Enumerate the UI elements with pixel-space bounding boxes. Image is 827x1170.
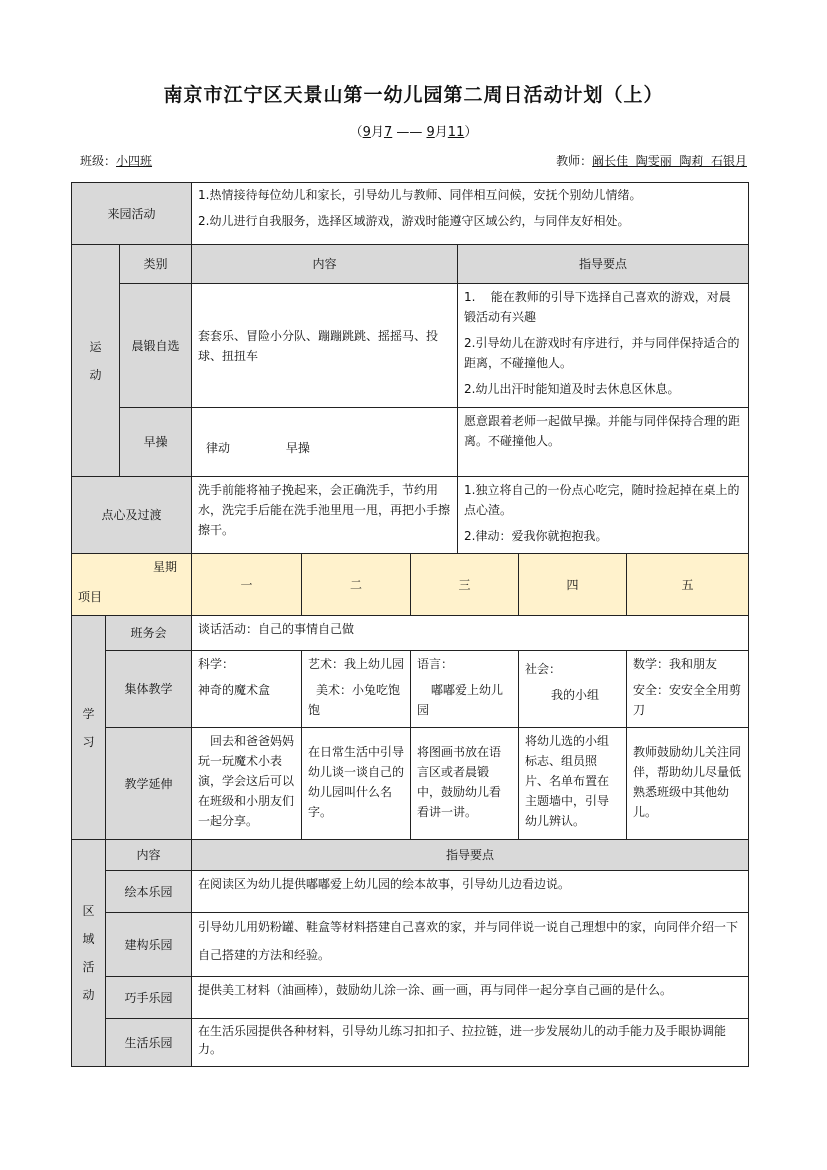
group-teaching-label: 集体教学 (106, 651, 192, 728)
group-teaching-tue-line2: 美术：小兔吃饱饱 (308, 683, 401, 717)
snack-label: 点心及过渡 (72, 477, 192, 554)
morning-guide-2: 2.引导幼儿在游戏时有序进行，并与同伴保持适合的距离，不碰撞他人。 (464, 336, 740, 370)
extension-fri: 教师鼓励幼儿关注同伴，帮助幼儿尽量低熟悉班级中其他幼儿。 (627, 728, 748, 840)
class-affairs-label: 班务会 (106, 616, 192, 651)
class-name: 小四班 (116, 154, 153, 168)
area-row-handcraft-label: 巧手乐园 (106, 977, 192, 1019)
sport-label-char-1: 运 (89, 339, 102, 354)
area-row-building-label: 建构乐园 (106, 913, 192, 977)
group-teaching-mon-line1: 科学： (198, 657, 235, 671)
group-teaching-thu-line1: 社会： (525, 662, 562, 676)
sport-label-char-2: 动 (89, 367, 102, 382)
end-day: 11 (447, 125, 465, 140)
group-teaching-mon (192, 651, 302, 728)
exercise-content (192, 408, 458, 477)
group-teaching-fri-line2: 安全：安安全全用剪刀 (633, 683, 742, 717)
area-label-char-2: 域 (82, 932, 95, 946)
page-title: 南京市江宁区天景山第一幼儿园第二周日活动计划（上） (163, 84, 664, 106)
week-header-corner (72, 554, 192, 616)
exercise-label: 早操 (120, 408, 192, 477)
group-teaching-thu (519, 651, 627, 728)
sport-header-category: 类别 (120, 245, 192, 284)
morning-guides (458, 284, 748, 408)
extension-wed: 将图画书放在语言区或者晨锻中，鼓励幼儿看看讲一讲。 (411, 728, 519, 840)
group-teaching-mon-line2: 神奇的魔术盒 (198, 683, 271, 697)
extension-mon: 回去和爸爸妈妈玩一玩魔术小表演，学会这后可以在班级和小朋友们一起分享。 (192, 728, 302, 840)
weekday-mon: 一 (192, 554, 302, 616)
sport-header-content: 内容 (192, 245, 458, 284)
month-char-2: 月 (434, 125, 448, 140)
sport-label (72, 245, 120, 477)
arrival-item-2: 2.幼儿进行自我服务，选择区域游戏，游戏时能遵守区域公约，与同伴友好相处。 (198, 214, 630, 228)
morning-content: 套套乐、冒险小分队、蹦蹦跳跳、摇摇马、投球、扭扭车 (192, 284, 458, 408)
date-separator: —— (392, 125, 427, 140)
arrival-label: 来园活动 (72, 183, 192, 245)
group-teaching-wed-line1: 语言： (417, 657, 454, 671)
class-label: 班级： (80, 154, 117, 168)
area-label-char-3: 活 (82, 960, 95, 974)
area-label-char-1: 区 (82, 904, 95, 918)
date-close: ） (464, 125, 478, 140)
sport-header-guide: 指导要点 (458, 245, 748, 284)
area-row-life-label: 生活乐园 (106, 1019, 192, 1066)
teacher-names: 阚长佳 陶雯丽 陶莉 石银月 (592, 154, 747, 168)
snack-guide-1: 1.独立将自己的一份点心吃完，随时捡起掉在桌上的点心渣。 (464, 483, 740, 517)
exercise-content-2: 早操 (285, 441, 310, 455)
date-range (0, 121, 827, 140)
group-teaching-tue (302, 651, 411, 728)
group-teaching-tue-line1: 艺术：我上幼儿园 (308, 657, 405, 671)
arrival-content (192, 183, 748, 245)
study-label-char-2: 习 (82, 734, 95, 749)
item-label: 项目 (78, 590, 103, 604)
weekday-thu: 四 (519, 554, 627, 616)
activity-plan-table (71, 182, 749, 1067)
start-day: 7 (383, 125, 393, 140)
weekday-tue: 二 (302, 554, 411, 616)
morning-guide-3: 2.幼儿出汗时能知道及时去休息区休息。 (464, 382, 680, 396)
area-header-guide: 指导要点 (192, 840, 748, 871)
extension-tue: 在日常生活中引导幼儿谈一谈自己的幼儿园叫什么名字。 (302, 728, 411, 840)
snack-guides (458, 477, 748, 554)
area-header-content: 内容 (106, 840, 192, 871)
class-affairs-content: 谈话活动：自己的事情自己做 (192, 616, 748, 651)
teacher-label: 教师： (556, 154, 593, 168)
arrival-item-1: 1.热情接待每位幼儿和家长，引导幼儿与教师、同伴相互问候，安抚个别幼儿情绪。 (198, 188, 642, 202)
area-row-picture-book-guide: 在阅读区为幼儿提供嘟嘟爱上幼儿园的绘本故事，引导幼儿边看边说。 (192, 871, 748, 913)
weekday-label: 星期 (152, 560, 177, 574)
group-teaching-fri (627, 651, 748, 728)
exercise-content-1: 律动 (206, 441, 231, 455)
area-label-char-4: 动 (82, 988, 95, 1002)
area-row-life-guide: 在生活乐园提供各种材料，引导幼儿练习扣扣子、拉拉链，进一步发展幼儿的动手能力及手眼协调能力。 (198, 1024, 727, 1056)
study-label-char-1: 学 (82, 706, 95, 721)
weekday-fri: 五 (627, 554, 748, 616)
area-label (72, 840, 106, 1066)
extension-thu: 将幼儿选的小组标志、组员照片、名单布置在主题墙中，引导幼儿辨认。 (519, 728, 627, 840)
area-row-picture-book-label: 绘本乐园 (106, 871, 192, 913)
area-row-building-guide: 引导幼儿用奶粉罐、鞋盒等材料搭建自己喜欢的家，并与同伴说一说自己理想中的家，向同伴介绍一下自己搭建的方法和经验。 (192, 913, 748, 977)
teacher-info (556, 152, 747, 169)
group-teaching-wed-line2: 嘟嘟爱上幼儿园 (417, 683, 504, 717)
area-row-handcraft-guide: 提供美工材料（油画棒），鼓励幼儿涂一涂、画一画，再与同伴一起分享自己画的是什么。 (192, 977, 748, 1019)
end-month: 9 (426, 125, 435, 140)
month-char-1: 月 (370, 125, 384, 140)
start-month: 9 (362, 125, 371, 140)
morning-label: 晨锻自选 (120, 284, 192, 408)
morning-guide-1: 1. 能在教师的引导下选择自己喜欢的游戏，对晨锻活动有兴趣 (464, 290, 731, 324)
group-teaching-fri-line1: 数学：我和朋友 (633, 657, 718, 671)
study-label (72, 616, 106, 840)
extension-label: 教学延伸 (106, 728, 192, 840)
weekday-wed: 三 (411, 554, 519, 616)
snack-content: 洗手前能将袖子挽起来，会正确洗手，节约用水，洗完手后能在洗手池里甩一甩，再把小手擦擦干。 (192, 477, 458, 554)
group-teaching-wed (411, 651, 519, 728)
class-info (80, 152, 174, 169)
group-teaching-thu-line2: 我的小组 (551, 688, 600, 702)
exercise-guide: 愿意跟着老师一起做早操。并能与同伴保持合理的距离。不碰撞他人。 (458, 408, 748, 477)
snack-guide-2: 2.律动：爱我你就抱抱我。 (464, 529, 608, 543)
date-open: （ (349, 125, 363, 140)
